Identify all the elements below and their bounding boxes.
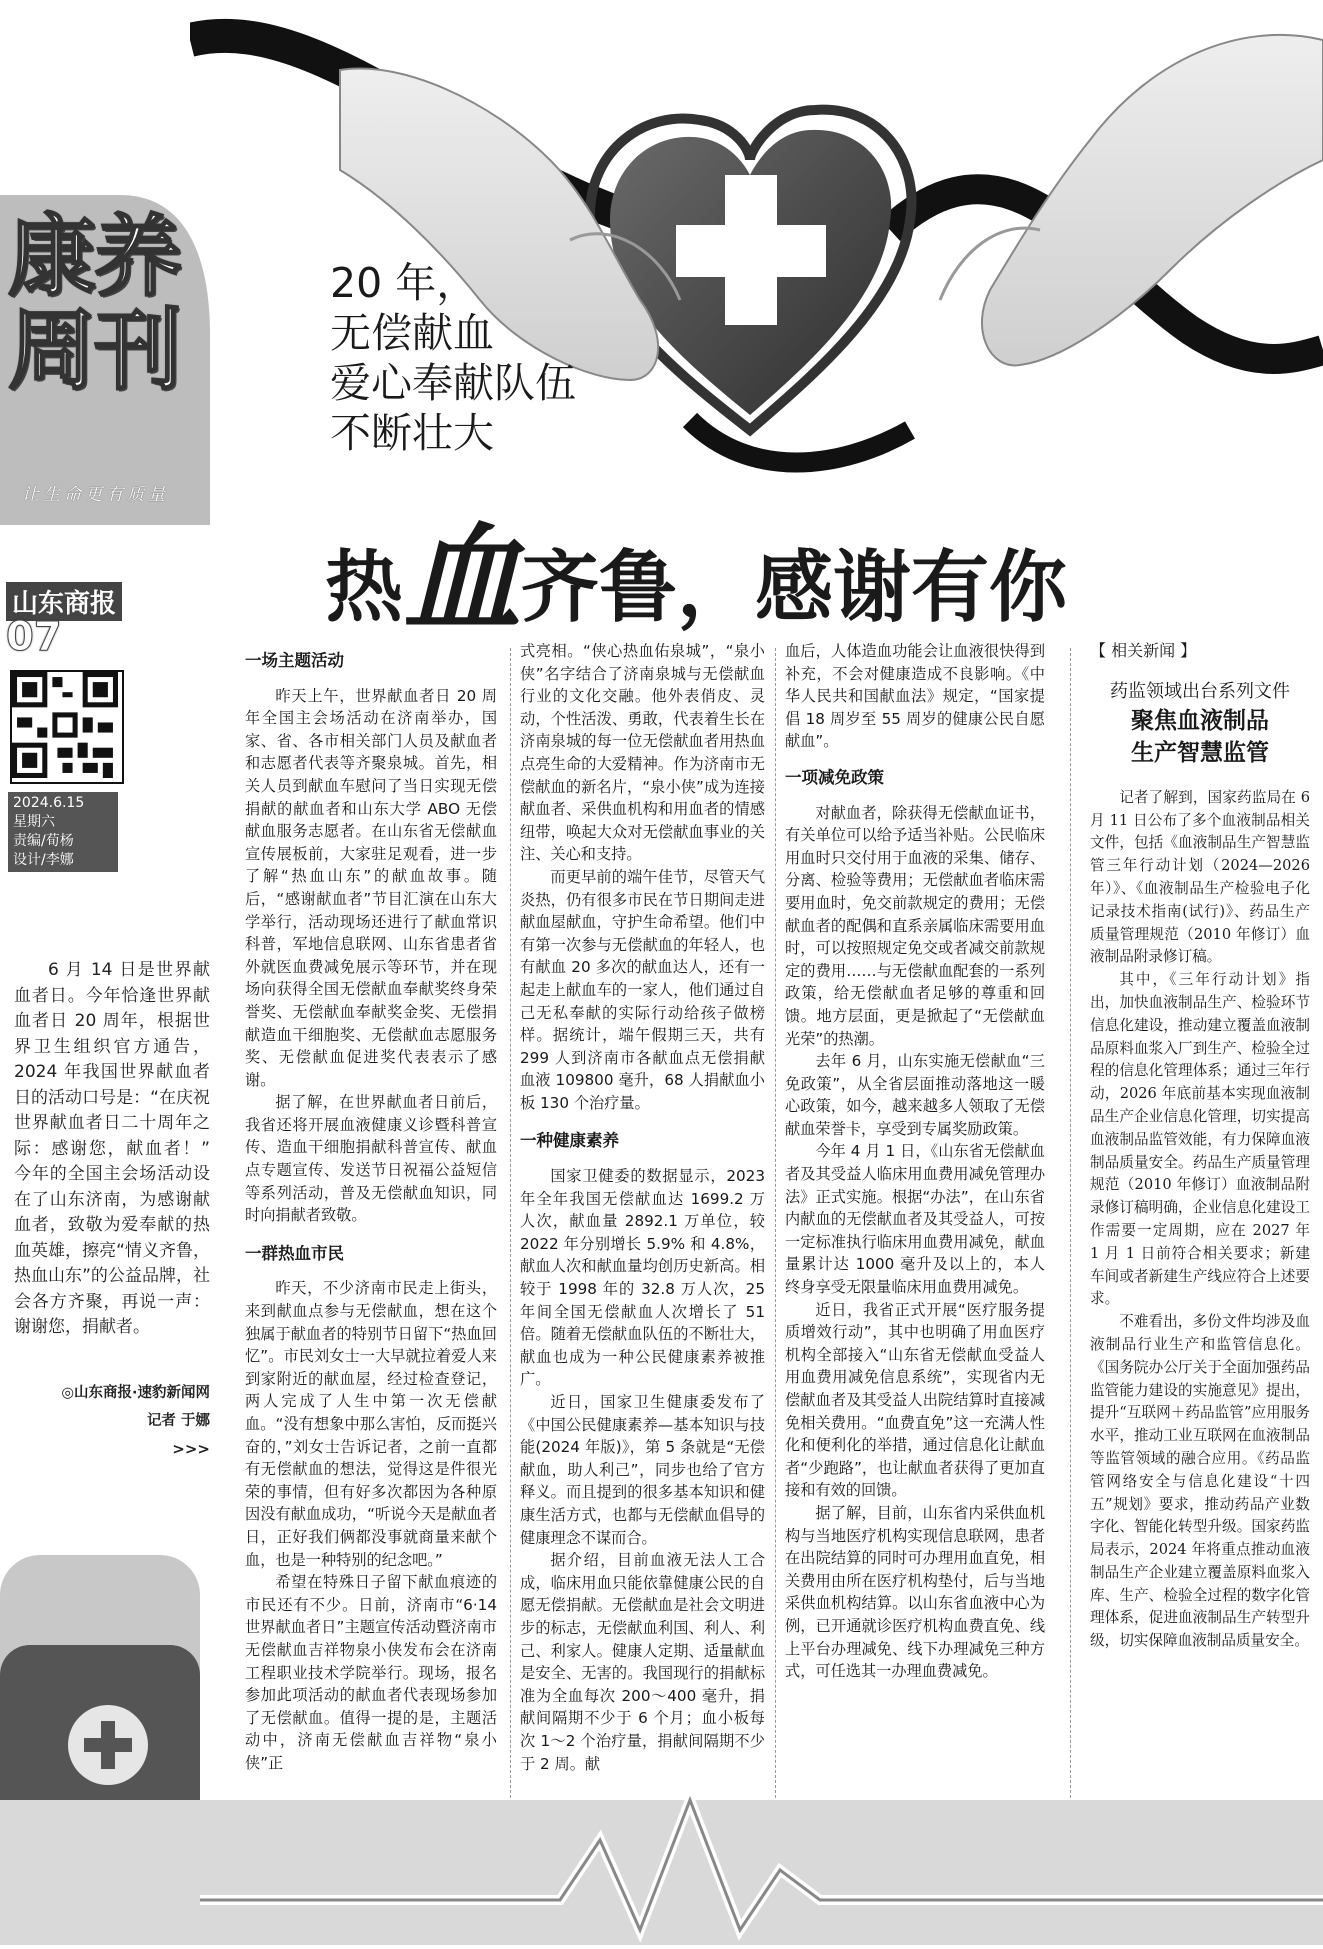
column-divider xyxy=(510,648,511,1808)
sub-headline-line1: 20 年， xyxy=(330,259,478,307)
related-news-title-line2: 生产智慧监管 xyxy=(1131,739,1269,766)
related-news-tag: 【 相关新闻 】 xyxy=(1090,641,1197,660)
article-column-1 xyxy=(245,640,497,1775)
paragraph: 国家卫健委的数据显示，2023 年全年我国无偿献血达 1699.2 万人次，献血量 2892.1 万单位，较 2022 年分别增长 5.9% 和 4.8%，献血人次和献血量均创历史新高。相较于 1998 年的 32.8 万人次，25 年间全国无偿献血人次增长了 51 倍。随着无偿献血队伍的不断壮大，献血也成为一种公民健康素养被推广。 xyxy=(520,1167,765,1389)
section-heading: 一群热血市民 xyxy=(245,1243,344,1263)
related-news-title-line1: 聚焦血液制品 xyxy=(1131,707,1269,734)
paragraph: 而更早前的端午佳节，尽管天气炎热，仍有很多市民在节日期间走进献血屋献血，守护生命希望。他们中有第一次参与无偿献血的年轻人，也有献血 20 多次的献血达人，还有一起走上献血车的一家人，他们通过自己无私奉献的实际行动给孩子做榜样。据统计，端午假期三天，共有 299 人到济南市各献血点无偿捐献血液 109800 毫升，68 人捐献血小板 130 个治疗量。 xyxy=(520,867,765,1112)
column-divider xyxy=(775,648,776,1808)
page-number: 07 xyxy=(6,614,62,660)
heartbeat-line xyxy=(0,1780,1323,1945)
issue-info xyxy=(8,792,118,872)
main-headline-part3: 齐鲁，感谢有你 xyxy=(521,543,1068,633)
reporter-credit: 记者 于娜 xyxy=(146,1413,210,1429)
masthead-slogan: 让生命更有质量 xyxy=(22,485,169,505)
section-heading: 一项减免政策 xyxy=(785,767,884,787)
sub-headline xyxy=(330,258,576,458)
related-news-column xyxy=(1090,640,1310,1653)
designer-credit: 设计/李娜 xyxy=(13,852,74,868)
paragraph: 其中，《三年行动计划》指出，加快血液制品生产、检验环节信息化建设，推动建立覆盖血液制品原料血浆入厂到生产、检验全过程的信息化管理体系；通过三年行动，2026 年底前基本实现血液制品生产企业信息化管理，切实提高血液制品监管效能，有力保障血液制品质量安全。药品生产质量管理规范（2010 年修订）血液制品附录修订稿明确，企业信息化建设工作需要一定周期，应在 2027 年 1 月 1 日前符合相关要求；新建车间或者新建生产线应符合上述要求。 xyxy=(1090,971,1310,1308)
issue-date: 2024.6.15 xyxy=(13,795,85,811)
sub-headline-line4: 不断壮大 xyxy=(330,409,494,457)
paragraph: 近日，国家卫生健康委发布了《中国公民健康素养—基本知识与技能(2024 年版)》，第 5 条就是“无偿献血，助人利己”，同步也给了官方释义。而且提到的很多基本知识和健康生活方式，也都与无偿献血倡导的健康理念不谋而合。 xyxy=(520,1393,765,1547)
article-column-2 xyxy=(520,640,765,1775)
paragraph: 今年 4 月 1 日，《山东省无偿献血者及其受益人临床用血费用减免管理办法》正式实施。根据“办法”，在山东省内献血的无偿献血者及其受益人，可按一定标准执行临床用血费用减免，献血量累计达 1000 毫升及以上的，本人终身享受无限量临床用血费用减免。 xyxy=(785,1142,1045,1297)
paragraph: 昨天上午，世界献血者日 20 周年全国主会场活动在济南举办，国家、省、各市相关部门人员及献血者和志愿者代表等齐聚泉城。首先，相关人员到献血车慰问了当日实现无偿捐献的献血者和山东大学 ABO 无偿献血服务志愿者。在山东省无偿献血宣传展板前，大家驻足观看，进一步了解“热血山东”的献血故事。随后，“感谢献血者”节目汇演在山东大学举行，活动现场还进行了献血常识科普，军地信息联网、山东省患者省外就医血费减免展示等环节，并在现场向获得全国无偿献血奉献奖终身荣誉奖、无偿献血奉献奖金奖、无偿捐献造血干细胞奖、无偿献血志愿服务奖、无偿献血促进奖代表表示了感谢。 xyxy=(245,686,497,1089)
paragraph: 式亮相。“侠心热血佑泉城”，“泉小侠”名字结合了济南泉城与无偿献血行业的文化交融。他外表俏皮、灵动，个性活泼、勇敢，代表着生长在济南泉城的每一位无偿献血者用热血点亮生命的大爱精神。作为济南市无偿献血的新名片，“泉小侠”成为连接献血者、采供血机构和用血者的情感纽带，唤起大众对无偿献血事业的关注、关心和支持。 xyxy=(520,642,765,864)
section-heading: 一种健康素养 xyxy=(520,1131,619,1151)
paragraph: 希望在特殊日子留下献血痕迹的市民还有不少。日前，济南市“6·14 世界献血者日”主题宣传活动暨济南市无偿献血吉祥物泉小侠发布会在济南工程职业技术学院举行。现场，报名参加此项活动的献血者代表现场参加了无偿献血。值得一提的是，主题活动中，济南无偿献血吉祥物“泉小侠”正 xyxy=(245,1573,497,1772)
paper-name: 山东商报 xyxy=(6,582,122,621)
paragraph: 据介绍，目前血液无法人工合成，临床用血只能依靠健康公民的自愿无偿捐献。无偿献血是社会文明进步的标志，无偿献血利国、利人、利己、利家人。健康人定期、适量献血是安全、无害的。我国现行的捐献标准为全血每次 200～400 毫升，捐献间隔期不少于 6 个月；血小板每次 1～2 个治疗量，捐献间隔期不少于 2 周。献 xyxy=(520,1551,765,1773)
sub-headline-line2: 无偿献血 xyxy=(330,309,494,357)
article-column-3 xyxy=(785,640,1045,1683)
main-headline xyxy=(325,478,1067,648)
masthead-title-line2: 周刊 xyxy=(8,299,181,402)
source-credit: ◎山东商报·速豹新闻网 xyxy=(61,1384,210,1401)
paragraph: 不难看出，多份文件均涉及血液制品行业生产和监管信息化。《国务院办公厅关于全面加强药品监管能力建设的实施意见》提出，提升“互联网＋药品监管”应用服务水平，推动工业互联网在血液制品等监管领域的融合应用。《药品监管网络安全与信息化建设“十四五”规划》要求，推动药品产业数字化、智能化转型升级。国家药监局表示，2024 年将重点推动血液制品生产企业建立覆盖原料血浆入库、生产、检验全过程的数字化管理体系，促进血液制品生产转型升级，切实保障血液制品质量安全。 xyxy=(1090,1313,1310,1650)
paragraph: 据了解，在世界献血者日前后，我省还将开展血液健康义诊暨科普宣传、造血干细胞捐献科普宣传、献血点专题宣传、发送节日祝福公益短信等系列活动，普及无偿献血知识，同时向捐献者致敬。 xyxy=(245,1093,497,1225)
masthead-title-line1: 康养 xyxy=(8,205,181,308)
lead-text: 6 月 14 日是世界献血者日。今年恰逢世界献血者日 20 周年，根据世界卫生组织官方通告，2024 年我国世界献血者日的活动口号是：“在庆祝世界献血者日二十周年之际：感谢您，献血者！” 今年的全国主会场活动设在了山东济南，为感谢献血者，致敬为爱奉献的热血英雄，擦亮“情义齐鲁，热血山东”的公益品牌，社会各方齐聚，再说一声：谢谢您，捐献者。 xyxy=(14,960,210,1337)
column-divider xyxy=(1070,648,1071,1808)
qr-code[interactable] xyxy=(10,670,124,784)
editor-credit: 责编/荀杨 xyxy=(13,833,74,849)
paragraph: 对献血者，除获得无偿献血证书，有关单位可以给予适当补贴。公民临床用血时只交付用于血液的采集、储存、分离、检验等费用；无偿献血者临床需要用血时，免交前款规定的费用；无偿献血者的配偶和直系亲属临床需要用血时，可以按照规定免交或者减交前款规定的费用……与无偿献血配套的一系列政策，给无偿献血者足够的尊重和回馈。地方层面，更是掀起了“无偿献血光荣”的热潮。 xyxy=(785,803,1045,1048)
masthead-block xyxy=(0,195,210,525)
main-headline-part1: 热 xyxy=(325,543,404,633)
related-news-kicker: 药监领域出台系列文件 xyxy=(1110,680,1290,702)
lead-paragraph xyxy=(14,958,210,1462)
issue-weekday: 星期六 xyxy=(13,814,55,830)
main-headline-part2: 血 xyxy=(403,509,522,648)
sub-headline-line3: 爱心奉献队伍 xyxy=(330,359,576,407)
paragraph: 记者了解到，国家药监局在 6 月 11 日公布了多个血液制品相关文件，包括《血液制品生产智慧监管三年行动计划（2024—2026 年）》、《血液制品生产检验电子化记录技术指南(试行)》、药品生产质量管理规范（2010 年修订）血液制品附录修订稿。 xyxy=(1090,788,1310,966)
paragraph: 近日，我省正式开展“医疗服务提质增效行动”，其中也明确了用血医疗机构全部接入“山东省无偿献血受益人用血费用减免信息系统”，实现省内无偿献血者及其受益人出院结算时直接减免相关费用。“血费直免”这一充满人性化和便利化的举措，通过信息化让献血者“少跑路”，也让献血者获得了更加直接和有效的回馈。 xyxy=(785,1300,1045,1500)
paragraph: 据了解，目前，山东省内采供血机构与当地医疗机构实现信息联网，患者在出院结算的同时可办理用血直免，相关费用由所在医疗机构垫付，后与当地采供血机构结算。以山东省血液中心为例，已开通就诊医疗机构血费直免、线上平台办理减免、线下办理减免三种方式，可任选其一办理血费减免。 xyxy=(785,1503,1045,1681)
paragraph: 血后，人体造血功能会让血液很快得到补充，不会对健康造成不良影响。《中华人民共和国献血法》规定，“国家提倡 18 周岁至 55 周岁的健康公民自愿献血”。 xyxy=(785,642,1045,751)
paragraph: 昨天，不少济南市民走上街头，来到献血点参与无偿献血，想在这个独属于献血者的特别节日留下“热血回忆”。市民刘女士一大早就拉着爱人来到家附近的献血屋，经过检查登记，两人完成了人生中第一次无偿献血。“没有想象中那么害怕，反而挺兴奋的，”刘女士告诉记者，之前一直都有无偿献血的想法，觉得这是件很光荣的事情，但有好多次都因为各种原因没有献血成功，“听说今天是献血者日，正好我们俩都没事就商量来献个血，也是一种特别的纪念吧。” xyxy=(245,1279,497,1569)
continue-arrows: >>> xyxy=(172,1439,210,1458)
section-heading: 一场主题活动 xyxy=(245,651,344,670)
paragraph: 去年 6 月，山东实施无偿献血“三免政策”，从全省层面推动落地这一暖心政策，如今，越来越多人领取了无偿献血荣誉卡，享受到专属奖励政策。 xyxy=(785,1052,1045,1138)
